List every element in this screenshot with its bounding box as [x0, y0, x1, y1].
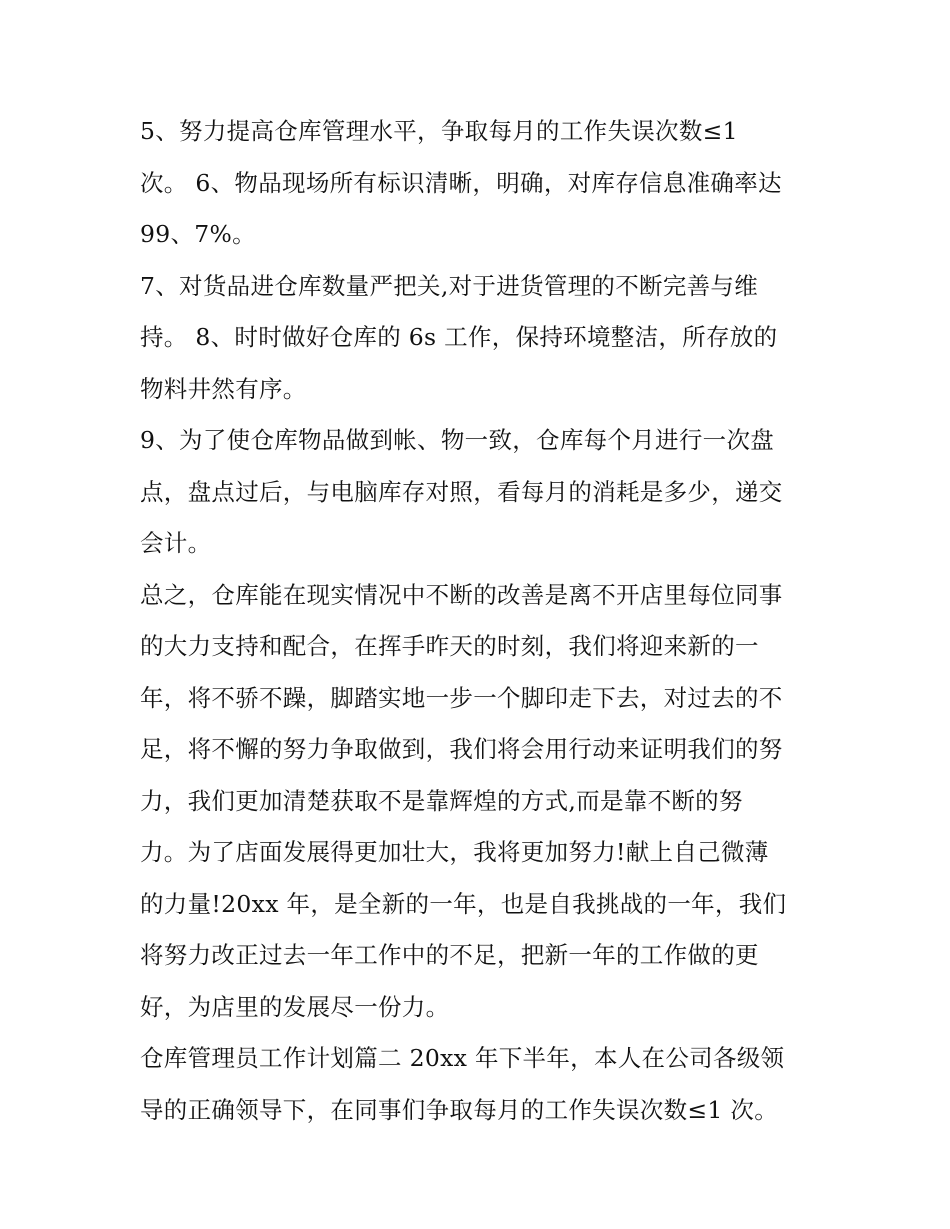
text-line: 仓库管理员工作计划篇二 20xx 年下半年，本人在公司各级领	[140, 1044, 785, 1072]
text-line: 的大力支持和配合，在挥手昨天的时刻，我们将迎来新的一	[140, 632, 759, 660]
text-line: 次。 6、物品现场所有标识清晰，明确，对库存信息准确率达	[140, 168, 782, 197]
text-line: 物料井然有序。	[140, 374, 307, 403]
text-line: 会计。	[140, 529, 212, 557]
text-line: 持。 8、时时做好仓库的 6s 工作，保持环境整洁，所存放的	[140, 323, 778, 351]
text-line: 将努力改正过去一年工作中的不足，把新一年的工作做的更	[140, 941, 759, 969]
text-line: 9、为了使仓库物品做到帐、物一致，仓库每个月进行一次盘	[140, 426, 775, 454]
text-line: 导的正确领导下，在同事们争取每月的工作失误次数≤1 次。	[140, 1095, 779, 1124]
text-line: 7、对货品进仓库数量严把关,对于进货管理的不断完善与维	[140, 271, 759, 300]
text-line: 点，盘点过后，与电脑库存对照，看每月的消耗是多少，递交	[140, 477, 783, 506]
document-body	[140, 106, 820, 1136]
text-line: 5、努力提高仓库管理水平，争取每月的工作失误次数≤1	[140, 117, 738, 145]
text-line: 总之，仓库能在现实情况中不断的改善是离不开店里每位同事	[140, 580, 783, 609]
text-line: 力。为了店面发展得更加壮大，我将更加努力!献上自己微薄	[140, 838, 769, 866]
text-line: 年，将不骄不躁，脚踏实地一步一个脚印走下去，对过去的不	[140, 683, 783, 712]
text-line: 99、7%。	[140, 220, 256, 248]
text-line: 好，为店里的发展尽一份力。	[140, 992, 450, 1021]
text-line: 力，我们更加清楚获取不是靠辉煌的方式,而是靠不断的努	[140, 786, 743, 815]
text-line: 足，将不懈的努力争取做到，我们将会用行动来证明我们的努	[140, 735, 783, 763]
text-line: 的力量!20xx 年，是全新的一年，也是自我挑战的一年，我们	[140, 889, 787, 918]
